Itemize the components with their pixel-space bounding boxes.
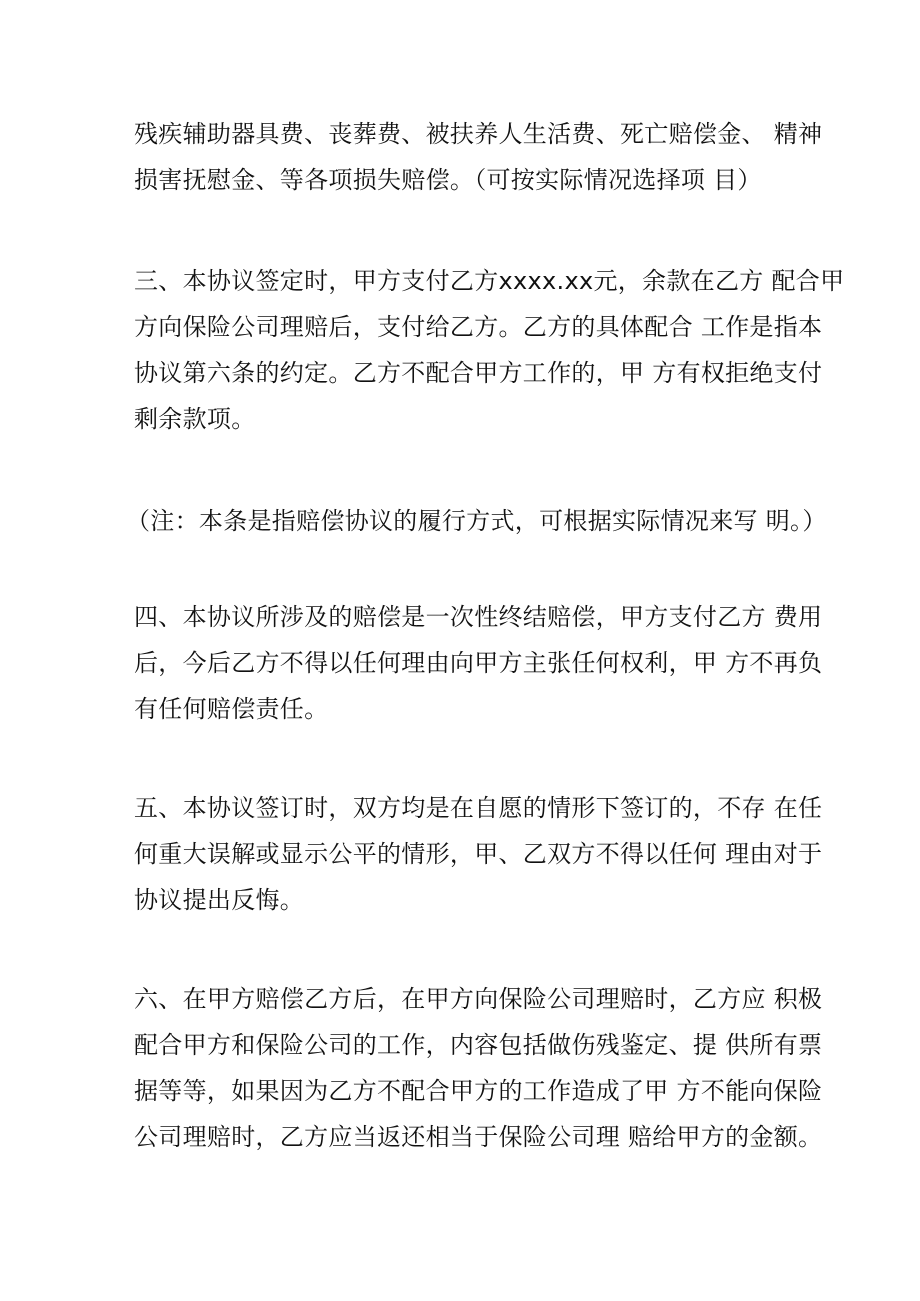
text-line: 五、本协议签订时，双方均是在自愿的情形下签订的，不存 在任	[134, 794, 823, 822]
text-line: 残疾辅助器具费、丧葬费、被扶养人生活费、死亡赔偿金、 精神	[134, 120, 823, 148]
text-line: 方向保险公司理赔后，支付给乙方。乙方的具体配合 工作是指本	[134, 313, 823, 341]
text-line: 协议第六条的约定。乙方不配合甲方工作的，甲 方有权拒绝支付	[134, 359, 823, 387]
text-line: 配合甲方和保险公司的工作，内容包括做伤残鉴定、提 供所有票	[134, 1031, 823, 1059]
text-line: 四、本协议所涉及的赔偿是一次性终结赔偿，甲方支付乙方 费用	[134, 603, 823, 631]
text-line: 三、本协议签定时，甲方支付乙方xxxx.xx元，余款在乙方 配合甲	[134, 267, 845, 295]
text-line: 何重大误解或显示公平的情形，甲、乙双方不得以任何 理由对于	[134, 840, 823, 868]
text-line: 后，今后乙方不得以任何理由向甲方主张任何权利，甲 方不再负	[134, 649, 823, 677]
text-line: 六、在甲方赔偿乙方后，在甲方向保险公司理赔时，乙方应 积极	[134, 985, 823, 1013]
paragraph-note	[126, 498, 827, 544]
text-line: 有任何赔偿责任。	[134, 695, 329, 723]
paragraph-clause-6	[134, 976, 823, 1160]
paragraph-clause-4	[134, 594, 823, 732]
text-line: 剩余款项。	[134, 405, 256, 433]
text-line: （注：本条是指赔偿协议的履行方式，可根据实际情况来写 明。）	[126, 507, 827, 535]
paragraph-clause-3	[134, 258, 845, 442]
text-line: 协议提出反悔。	[134, 886, 305, 914]
text-line: 公司理赔时，乙方应当返还相当于保险公司理 赔给甲方的金额。	[134, 1123, 823, 1151]
paragraph-compensation-items	[134, 111, 823, 203]
paragraph-clause-5	[134, 785, 823, 923]
text-line: 据等等，如果因为乙方不配合甲方的工作造成了甲 方不能向保险	[134, 1077, 823, 1105]
text-line: 损害抚慰金、等各项损失赔偿。（可按实际情况选择项 目）	[134, 166, 762, 194]
